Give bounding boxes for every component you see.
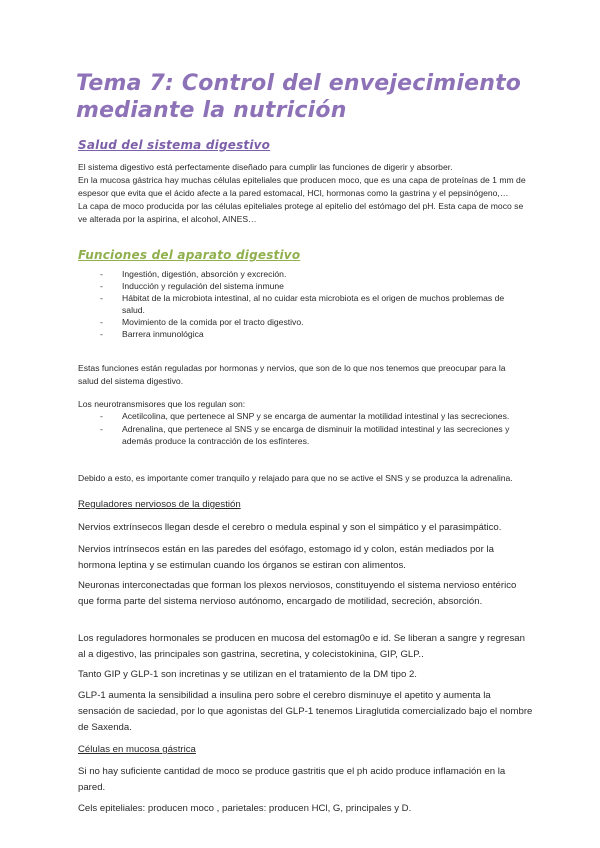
body-paragraph: Nervios intrínsecos están en las paredes del esófago, estomago id y colon, están mediados por la hormona leptina y se estimulan cuando los órganos se estiran con alimentos. [78,544,494,571]
neurotransmitters-intro: Los neurotransmisores que los regulan son: [78,399,246,409]
subheading-reguladores: Reguladores nerviosos de la digestión [78,499,241,510]
intro-paragraph: El sistema digestivo está perfectamente diseñado para cumplir las funciones de digerir y absorber. [78,162,453,172]
body-paragraph: Si no hay suficiente cantidad de moco se produce gastritis que el ph acido produce inflamación en la pared. [78,766,506,793]
list-item: - Movimiento de la comida por el tracto digestivo. [100,316,520,328]
list-item: - Adrenalina, que pertenece al SNS y se encarga de disminuir la motilidad intestinal y las secreciones y además produce la contracción de los esfínteres. [100,423,520,447]
body-paragraph: GLP-1 aumenta la sensibilidad a insulina pero sobre el cerebro disminuye el apetito y aumenta la sensación de saciedad, por lo que agonistas del GLP-1 tenemos Liraglutida comercializado bajo el nombre de Saxenda. [78,690,533,733]
regulation-paragraph: Estas funciones están reguladas por hormonas y nervios, que son de lo que nos tenemos que preocupar para la salud del sistema digestivo. [78,363,506,386]
neurotransmitters-list [100,410,520,448]
section-heading-funciones: Funciones del aparato digestivo [78,248,301,262]
body-paragraph: Nervios extrínsecos llegan desde el cerebro o medula espinal y son el simpático y el parasimpático. [78,522,502,533]
body-paragraph: Cels epiteliales: producen moco , parietales: producen HCl, G, principales y D. [78,803,412,814]
intro-block [78,161,528,226]
body-paragraph: Neuronas interconectadas que forman los plexos nerviosos, constituyendo el sistema nervioso entérico que forma parte del sistema nervioso autónomo, encargado de motilidad, secreción, absorción. [78,580,517,607]
section-heading-salud: Salud del sistema digestivo [78,138,271,152]
intro-paragraph: La capa de moco producida por las células epiteliales protege al epitelio del estómago del pH. Esta capa de moco se ve alterada por la aspirina, el alcohol, AINES… [78,201,524,224]
list-item: - Inducción y regulación del sistema inmune [100,280,520,292]
body-paragraph: Los reguladores hormonales se producen en mucosa del estomag0o e id. Se liberan a sangre y regresan al a digestivo, las principales son gastrina, secretina, y colecistokinina, GIP, GLP.. [78,633,525,660]
intro-paragraph: En la mucosa gástrica hay muchas células epiteliales que producen moco, que es una capa de proteínas de 1 mm de espesor que evita que el ácido afecte a la pared estomacal, HCl, hormonas como la gastrina y el pepsinógeno,… [78,175,526,198]
subheading-celulas: Células en mucosa gástrica [78,744,196,755]
page-title: Tema 7: Control del envejecimiento mediante la nutrición [76,71,522,123]
list-item: - Ingestión, digestión, absorción y excreción. [100,268,520,280]
list-item: - Acetilcolina, que pertenece al SNP y se encarga de aumentar la motilidad intestinal y las secreciones. [100,410,520,422]
conclusion-paragraph: Debido a esto, es importante comer tranquilo y relajado para que no se active el SNS y se produzca la adrenalina. [78,473,513,483]
functions-list [100,268,520,340]
list-item: - Barrera inmunológica [100,328,520,340]
body-paragraph: Tanto GIP y GLP-1 son incretinas y se utilizan en el tratamiento de la DM tipo 2. [78,669,417,680]
list-item: - Hábitat de la microbiota intestinal, al no cuidar esta microbiota es el origen de muchos problemas de salud. [100,292,520,316]
